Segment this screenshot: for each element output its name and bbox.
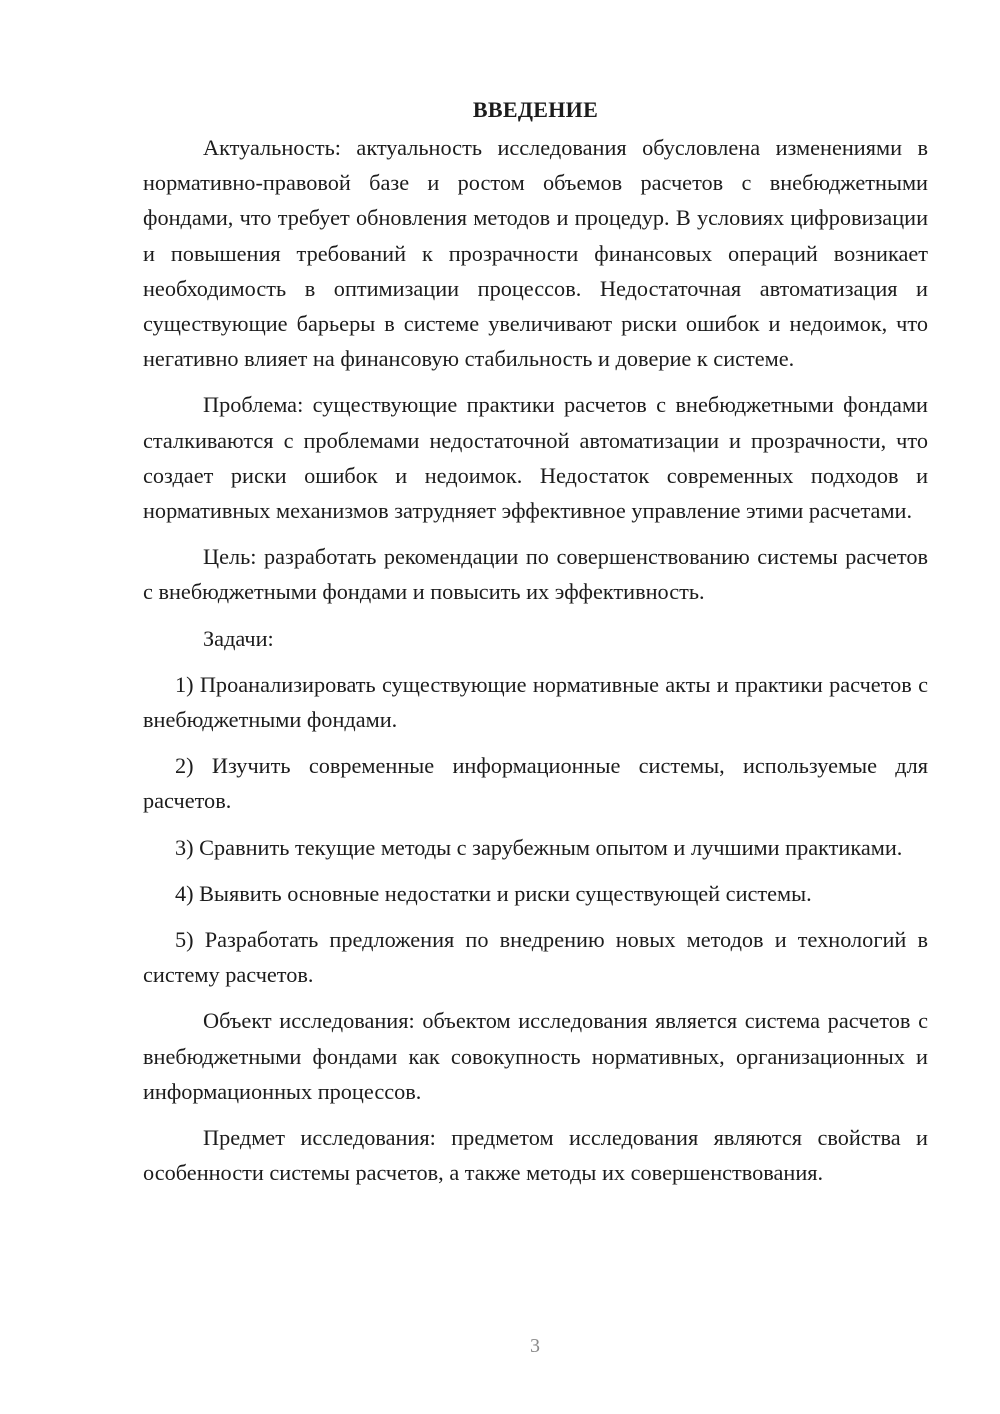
task-item-3: 3) Сравнить текущие методы с зарубежным опытом и лучшими практиками. <box>175 834 903 860</box>
task-item-1: 1) Проанализировать существующие нормативные акты и практики расчетов с внебюджетными фондами. <box>143 671 928 733</box>
task-item-2: 2) Изучить современные информационные системы, используемые для расчетов. <box>143 753 928 814</box>
document-page <box>143 92 928 1190</box>
goal-paragraph: Цель: разработать рекомендации по совершенствованию системы расчетов с внебюджетными фондами и повысить их эффективность. <box>143 544 928 605</box>
relevance-paragraph: Актуальность: актуальность исследования обусловлена изменениями в нормативно-правовой базе и ростом объемов расчетов с внебюджетными фондами, что требует обновления методов и процедур. В условиях цифровизации и повышения требований к прозрачности финансовых операций возникает необходимость в оптимизации процессов. Недостаточная автоматизация и существующие барьеры в системе увеличивают риски ошибок и недоимок, что негативно влияет на финансовую стабильность и доверие к системе. <box>143 135 928 372</box>
task-item-4: 4) Выявить основные недостатки и риски существующей системы. <box>175 880 812 906</box>
problem-paragraph: Проблема: существующие практики расчетов с внебюджетными фондами сталкиваются с проблемами недостаточной автоматизации и прозрачности, что создает риски ошибок и недоимок. Недостаток современных подходов и нормативных механизмов затрудняет эффективное управление этими расчетами. <box>143 392 928 524</box>
page-number: 3 <box>530 1335 540 1357</box>
tasks-heading: Задачи: <box>203 625 274 651</box>
subject-paragraph: Предмет исследования: предметом исследования являются свойства и особенности системы расчетов, а также методы их совершенствования. <box>143 1125 928 1186</box>
page-title: ВВЕДЕНИЕ <box>472 97 599 122</box>
task-item-5: 5) Разработать предложения по внедрению новых методов и технологий в систему расчетов. <box>143 927 928 988</box>
object-paragraph: Объект исследования: объектом исследования является система расчетов с внебюджетными фондами как совокупность нормативных, организационных и информационных процессов. <box>143 1008 928 1104</box>
